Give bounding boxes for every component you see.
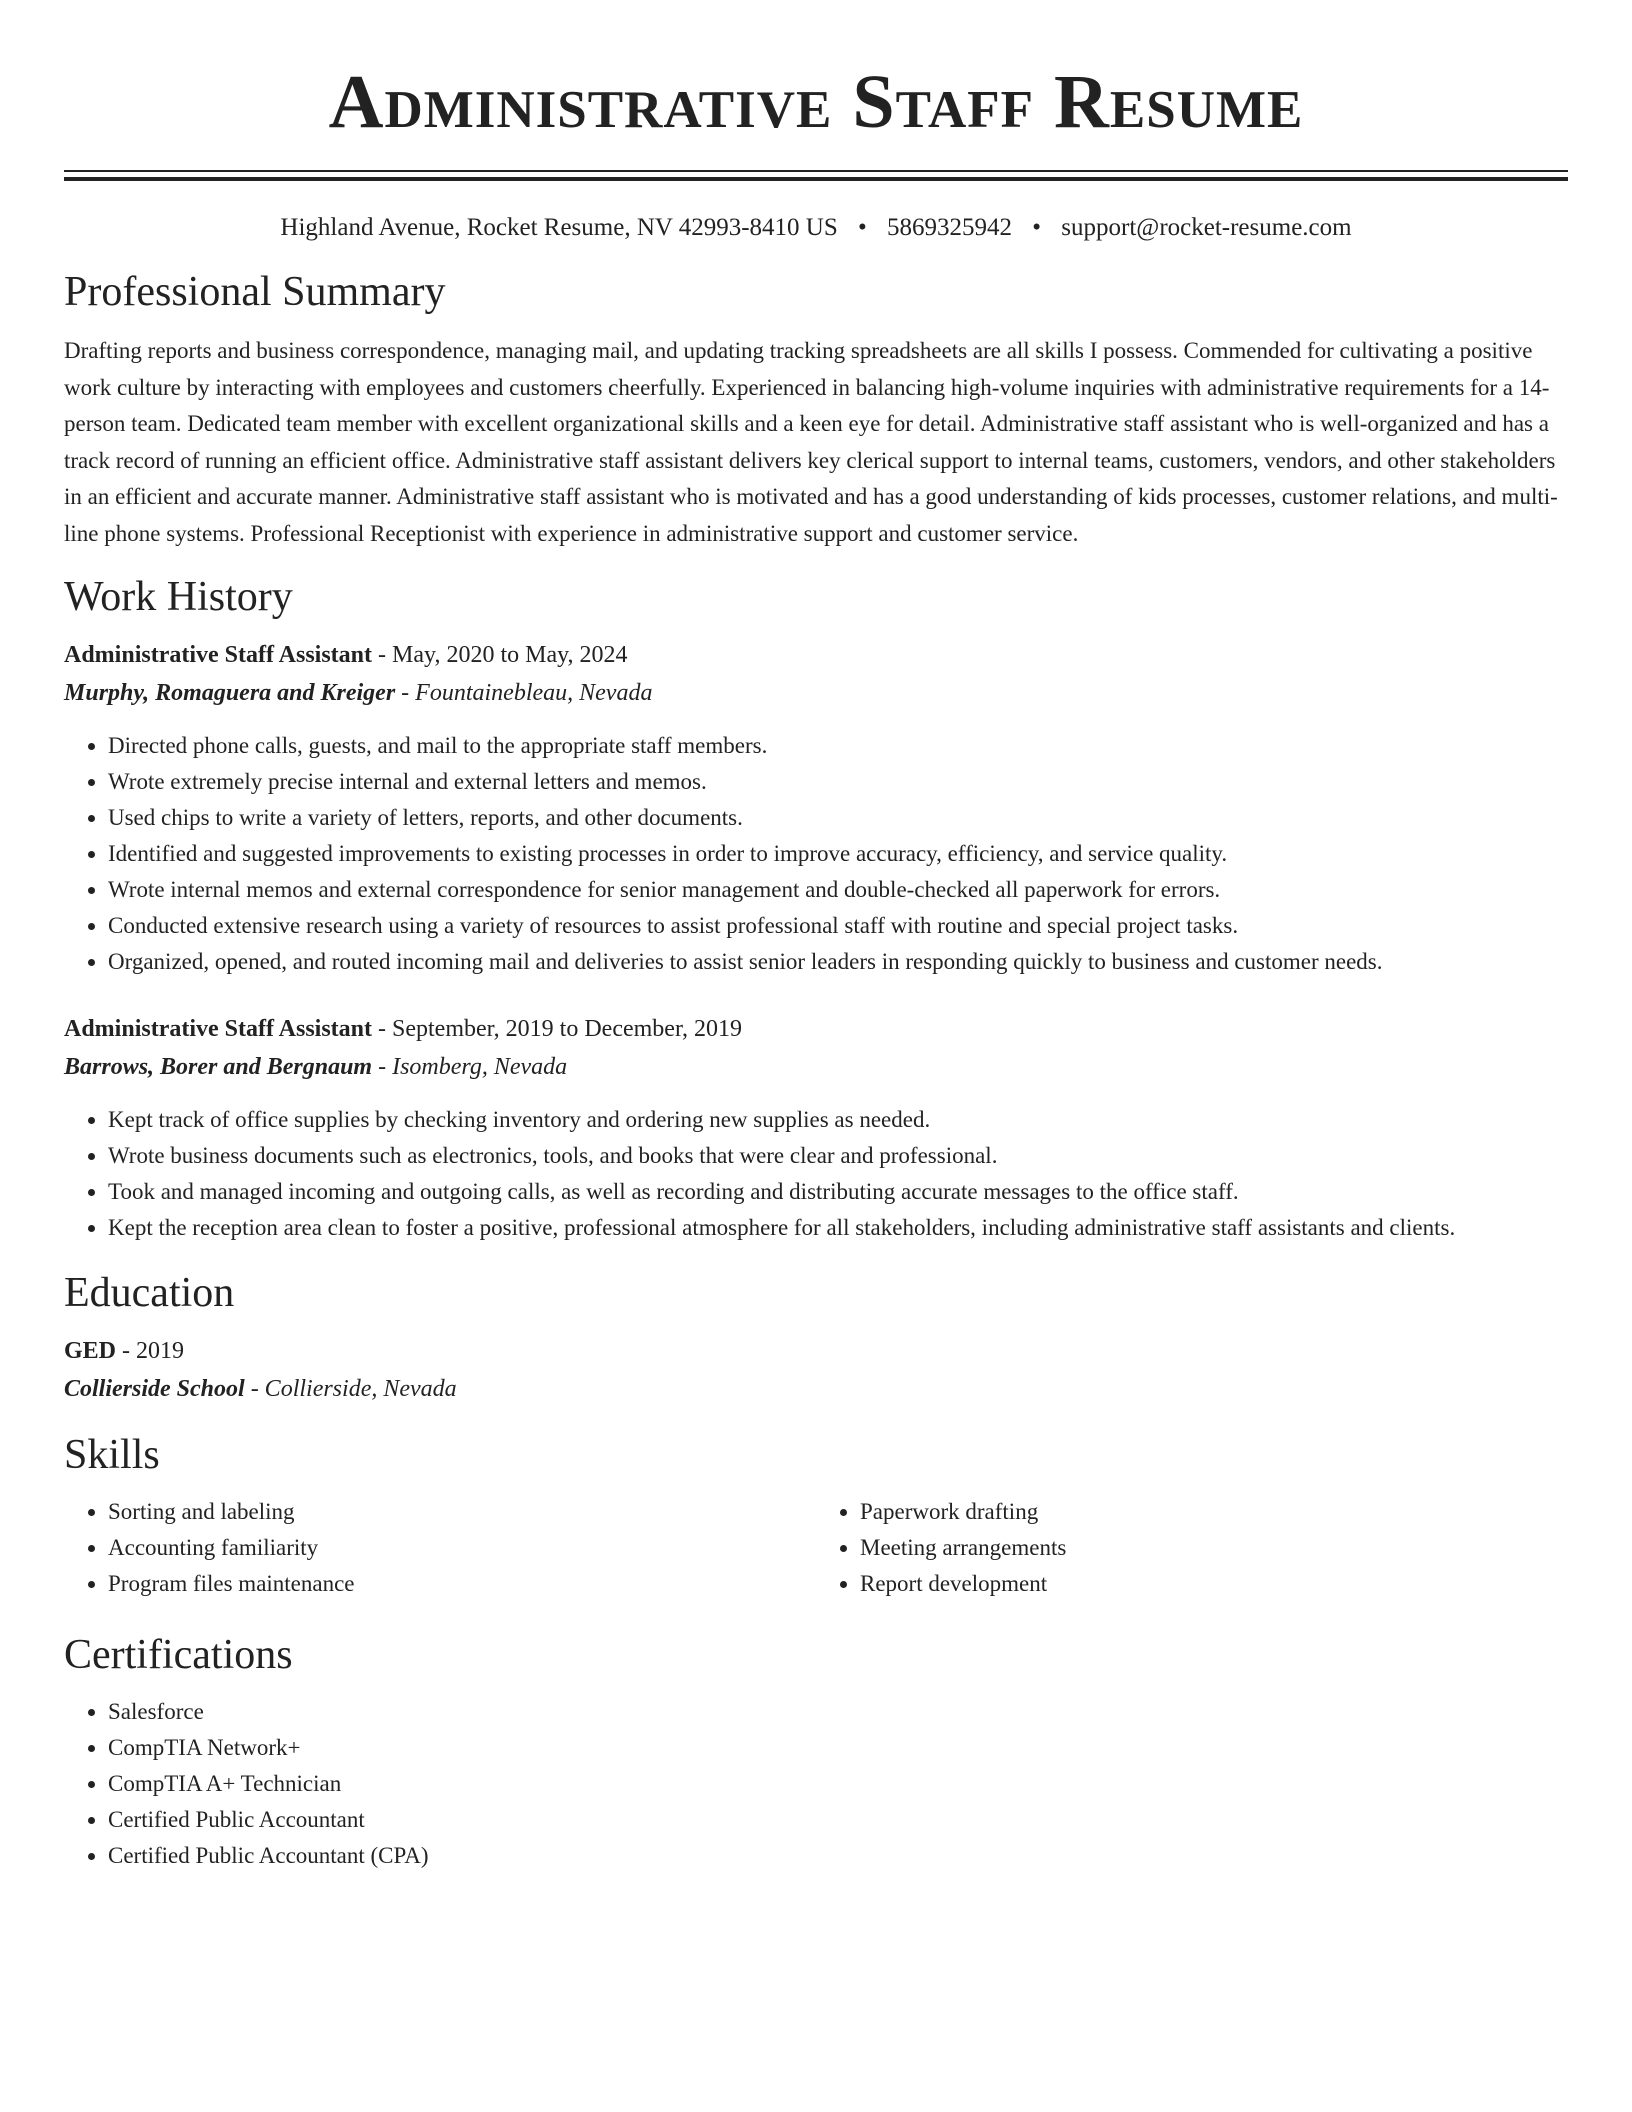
job-title: Administrative Staff Assistant [64, 642, 373, 668]
list-item: • Salesforce [108, 1694, 1568, 1730]
summary-text: Drafting reports and business correspondence, managing mail, and updating tracking spreadsheets are all skills I possess. Commended for cultivating a positive work culture by interacting with employees and customers cheerfully. Experienced in balancing high-volume inquiries with administrative requirements for a 14-person team. Dedicated team member with excellent organizational skills and a keen eye for detail. Administrative staff assistant who is well-organized and has a track record of running an efficient office. Administrative staff assistant delivers key clerical support to internal teams, customers, vendors, and other stakeholders in an efficient and accurate manner. Administrative staff assistant who is motivated and has a good understanding of kids processes, customer relations, and multi-line phone systems. Professional Receptionist with experience in administrative support and customer service. [64, 338, 1558, 546]
job-title: Administrative Staff Assistant [64, 1016, 373, 1042]
list-item: • Wrote business documents such as electronics, tools, and books that were clear and professional. [108, 1138, 1568, 1174]
job-dates: - May, 2020 to May, 2024 [372, 642, 628, 668]
job-dates: - September, 2019 to December, 2019 [372, 1016, 742, 1042]
certifications-list [64, 1694, 1568, 1874]
job-title-line [64, 636, 1568, 674]
summary-heading: Professional Summary [64, 269, 446, 315]
education-section [64, 1268, 1568, 1408]
contact-separator: • [1032, 214, 1042, 241]
job-title-line [64, 1010, 1568, 1048]
job-duties-list [64, 728, 1568, 980]
list-item: • CompTIA A+ Technician [108, 1766, 1568, 1802]
list-item: • Conducted extensive research using a variety of resources to assist professional staff with routine and special project tasks. [108, 908, 1568, 944]
school-location: - Collierside, Nevada [244, 1376, 457, 1402]
contact-separator: • [858, 214, 867, 241]
list-item: • Took and managed incoming and outgoing calls, as well as recording and distributing accurate messages to the office staff. [108, 1174, 1568, 1210]
list-item: • Meeting arrangements [860, 1530, 1568, 1566]
title-divider [64, 170, 1568, 181]
skills-section [64, 1430, 1568, 1602]
list-item: • CompTIA Network+ [108, 1730, 1568, 1766]
job-entry [64, 636, 1568, 980]
job-duties-list [64, 1102, 1568, 1246]
certifications-section [64, 1630, 1568, 1874]
job-entry [64, 1010, 1568, 1246]
degree-line [64, 1332, 1568, 1370]
skills-list-left [64, 1494, 816, 1602]
employer-name: Barrows, Borer and Bergnaum [64, 1054, 373, 1080]
resume-title: Administrative Staff Resume [328, 60, 1304, 144]
list-item: • Report development [860, 1566, 1568, 1602]
school-line [64, 1370, 1568, 1408]
work-history-heading: Work History [64, 574, 293, 620]
list-item: • Wrote internal memos and external correspondence for senior management and double-checked all paperwork for errors. [108, 872, 1568, 908]
employer-name: Murphy, Romaguera and Kreiger [64, 680, 396, 706]
certifications-heading: Certifications [64, 1632, 293, 1678]
list-item: • Used chips to write a variety of letters, reports, and other documents. [108, 800, 1568, 836]
contact-line [64, 211, 1568, 245]
education-heading: Education [64, 1270, 235, 1316]
contact-phone: 5869325942 [887, 214, 1013, 241]
list-item: • Kept track of office supplies by checking inventory and ordering new supplies as needed. [108, 1102, 1568, 1138]
degree-year: - 2019 [116, 1338, 185, 1364]
list-item: • Organized, opened, and routed incoming mail and deliveries to assist senior leaders in responding quickly to business and customer needs. [108, 944, 1568, 980]
list-item: • Certified Public Accountant [108, 1802, 1568, 1838]
school-name: Collierside School [64, 1376, 245, 1402]
skills-heading: Skills [64, 1432, 160, 1478]
summary-section [64, 267, 1568, 552]
list-item: • Identified and suggested improvements to existing processes in order to improve accuracy, efficiency, and service quality. [108, 836, 1568, 872]
employer-line [64, 1048, 1568, 1086]
list-item: • Directed phone calls, guests, and mail to the appropriate staff members. [108, 728, 1568, 764]
employer-location: - Fountainebleau, Nevada [395, 680, 653, 706]
work-history-section [64, 572, 1568, 1246]
list-item: • Kept the reception area clean to foster a positive, professional atmosphere for all stakeholders, including administrative staff assistants and clients. [108, 1210, 1568, 1246]
list-item: • Program files maintenance [108, 1566, 816, 1602]
list-item: • Paperwork drafting [860, 1494, 1568, 1530]
list-item: • Sorting and labeling [108, 1494, 816, 1530]
list-item: • Certified Public Accountant (CPA) [108, 1838, 1568, 1874]
employer-line [64, 674, 1568, 712]
list-item: • Wrote extremely precise internal and external letters and memos. [108, 764, 1568, 800]
degree-name: GED [64, 1338, 117, 1364]
skills-grid [64, 1494, 1568, 1602]
skills-list-right [816, 1494, 1568, 1602]
contact-address: Highland Avenue, Rocket Resume, NV 42993-8410 US [280, 214, 838, 241]
contact-email: support@rocket-resume.com [1061, 214, 1352, 241]
employer-location: - Isomberg, Nevada [372, 1054, 568, 1080]
list-item: • Accounting familiarity [108, 1530, 816, 1566]
